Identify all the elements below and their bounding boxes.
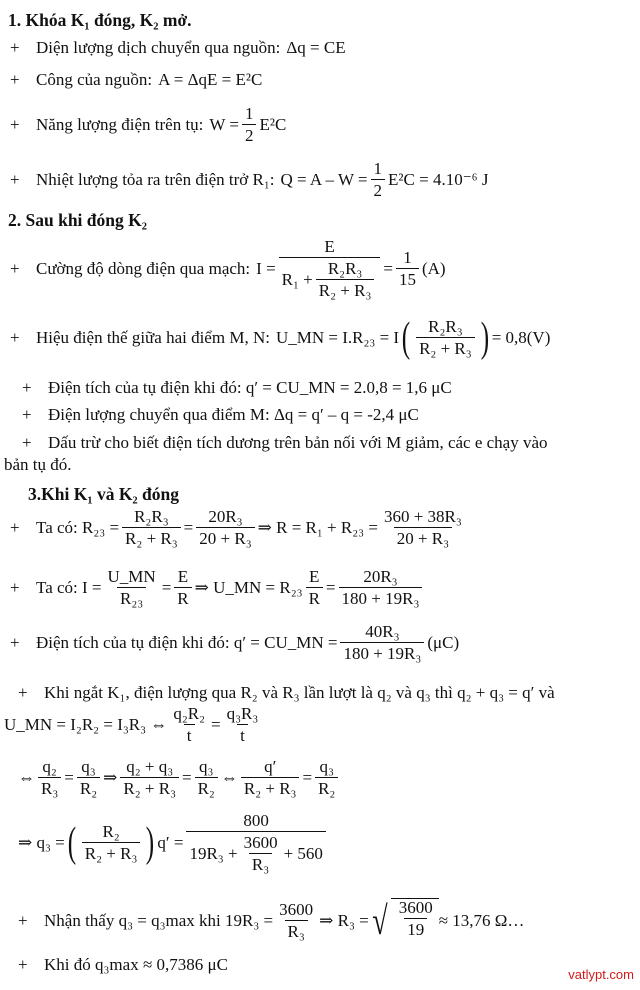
s1-line-2: + Công của nguồn: A = ΔqE = E²C <box>10 70 263 89</box>
s3-line-8: + Nhận thấy q₃ = q₃max khi 19R₃ = $\frac{3600}{\text{R₃}}$ ⇒ R₃ = √ $\frac{3600}{19}$ ≈ 13,76 Ω… <box>18 898 525 943</box>
s3-line-7: ⇒ q₃ = ( R₂ R₂ + R₃ ) q′ = 800 19R₃ + $\frac{3600}{\text{R₃}}$ + 560 <box>18 812 329 874</box>
s2-line-3: + Điện tích của tụ điện khi đó: q′ = CU_MN = 2.0,8 = 1,6 μC <box>22 378 452 397</box>
s2-line-2: + Hiệu điện thế giữa hai điểm M, N: U_MN = I.R₂₃ = I ( R₂R₃ R₂ + R₃ ) = 0,8(V) <box>10 315 551 361</box>
section-3-title: 3.Khi K₁ và K₂ đóng <box>28 484 180 504</box>
s3-line-2: + Ta có: I = $\frac{U\_MN}{\text{R₂₃}}$ = $\frac{E}{R}$ ⇒ U_MN = R₂₃ $\frac{E}{R}$ = $\frac{\text{20R₃}}{\text{180 + 19R₃}}$ <box>10 568 425 608</box>
s2-line-4: + Điện lượng chuyển qua điểm M: Δq = q′ – q = -2,4 μC <box>22 405 419 424</box>
s3-line-1: + Ta có: R₂₃ = $\frac{\text{R₂R₃}}{\text{R₂ + R₃}}$ = $\frac{\text{20R₃}}{\text{20 + R₃}}$ ⇒ R = R₁ + R₂₃ = $\frac{\text{360 + 38R₃}}{\text{20 + R₃}}$ <box>10 507 462 548</box>
s2-line-1: + Cường độ dòng điện qua mạch: I = E R₁ + $\frac{\text{R₂R₃}}{\text{R₂ + R₃}}$ = $\frac{1}{15}$ (A) <box>10 237 446 300</box>
s3-line-3: + Điện tích của tụ điện khi đó: q′ = CU_MN = $\frac{\text{40R₃}}{\text{180 + 19R₃}}$ (μC) <box>10 622 460 663</box>
s1-line-1: + Diện lượng dịch chuyển qua nguồn: Δq = CE <box>10 38 346 57</box>
s1-line-3: + Năng lượng điện trên tụ: W = $\frac{1}{2}$ E²C <box>10 104 287 145</box>
section-2-title: 2. Sau khi đóng K₂ <box>8 210 147 230</box>
s3-line-4: + Khi ngắt K₁, điện lượng qua R₂ và R₃ lần lượt là q₂ và q₃ thì q₂ + q₃ = q′ và <box>18 683 555 702</box>
watermark: vatlypt.com <box>568 967 634 982</box>
s3-line-5: U_MN = I₂R₂ = I₃R₃ ⇔ $\frac{\text{q₂R₂}}{t}$ = $\frac{\text{q₃R₃}}{t}$ <box>4 704 259 745</box>
s2-line-5b: bản tụ đó. <box>4 455 72 474</box>
s3-line-9: + Khi đó q₃max ≈ 0,7386 μC <box>18 955 228 974</box>
s2-line-5a: + Dấu trừ cho biết điện tích dương trên bản nối với M giảm, các e chạy vào <box>22 433 548 452</box>
section-1-title: 1. Khóa K₁ đóng, K₂ mở. <box>8 10 192 30</box>
s3-line-6: ⇔ $\frac{\text{q₂}}{\text{R₃}}$ = $\frac{\text{q₃}}{\text{R₂}}$ ⇒ $\frac{\text{q₂ + q₃}}{\text{R₂ + R₃}}$ = $\frac{\text{q₃}}{\text{R₂}}$ ⇔ $\frac{q'}{\text{R₂ + R₃}}$ = $\frac{\text{q₃}}{\text{R₂}}$ <box>18 758 341 798</box>
s1-line-4: + Nhiệt lượng tỏa ra trên điện trở R₁: Q = A – W = $\frac{1}{2}$ E²C = 4.10⁻⁶ J <box>10 159 489 200</box>
